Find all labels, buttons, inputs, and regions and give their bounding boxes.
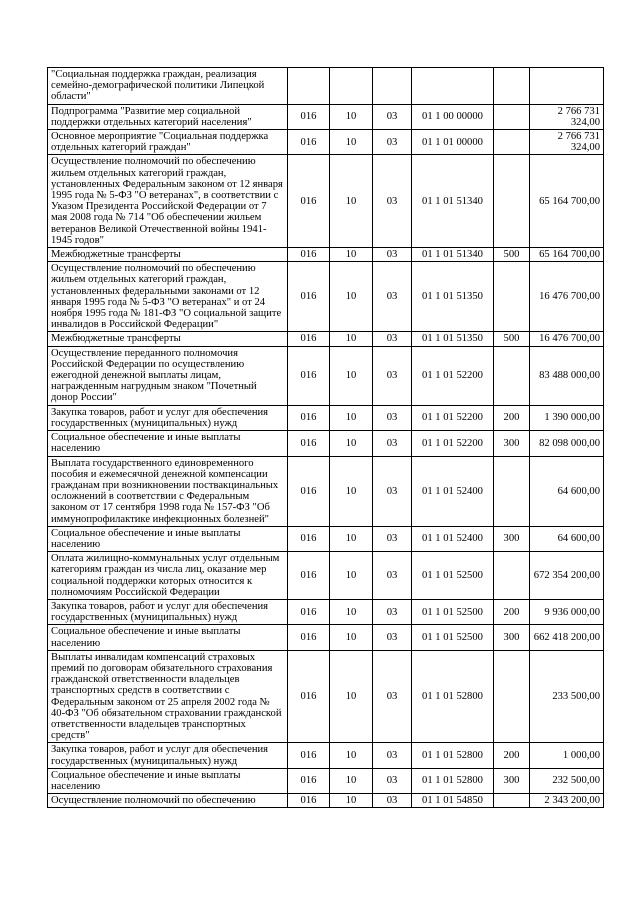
expense-type-cell: 300 bbox=[494, 768, 530, 793]
amount-cell: 65 164 700,00 bbox=[530, 155, 604, 248]
amount-cell: 232 500,00 bbox=[530, 768, 604, 793]
row-name-cell: Социальное обеспечение и иные выплаты населению bbox=[48, 526, 288, 551]
table-row bbox=[48, 552, 604, 600]
amount-cell: 16 476 700,00 bbox=[530, 332, 604, 346]
subsection-code-cell: 03 bbox=[373, 625, 412, 650]
ministry-code-cell: 016 bbox=[288, 625, 330, 650]
subsection-code-cell: 03 bbox=[373, 262, 412, 332]
section-code-cell: 10 bbox=[330, 431, 373, 456]
row-name-cell: Осуществление полномочий по обеспечению жильем отдельных категорий граждан, установленных Федеральным законом от 12 января 1995 года № 5-ФЗ "О ветеранах", в соответствии с Указом Президента Российской Федерации от 7 мая 2008 года № 714 "Об обеспечении жильем ветеранов Великой Отечественной войны 1941-1945 годов" bbox=[48, 155, 288, 248]
target-article-cell: 01 1 01 52400 bbox=[412, 456, 494, 526]
subsection-code-cell: 03 bbox=[373, 526, 412, 551]
expense-type-cell bbox=[494, 650, 530, 743]
subsection-code-cell: 03 bbox=[373, 346, 412, 405]
table-row bbox=[48, 431, 604, 456]
expense-type-cell: 300 bbox=[494, 431, 530, 456]
table-row bbox=[48, 650, 604, 743]
section-code-cell bbox=[330, 68, 373, 105]
subsection-code-cell: 03 bbox=[373, 405, 412, 430]
target-article-cell: 01 1 01 54850 bbox=[412, 794, 494, 808]
table-row bbox=[48, 346, 604, 405]
section-code-cell: 10 bbox=[330, 262, 373, 332]
amount-cell: 2 343 200,00 bbox=[530, 794, 604, 808]
row-name-cell: Оплата жилищно-коммунальных услуг отдельным категориям граждан из числа лиц, оказание мер социальной поддержки которых относится к полномочиям Российской Федерации bbox=[48, 552, 288, 600]
amount-cell: 1 390 000,00 bbox=[530, 405, 604, 430]
subsection-code-cell: 03 bbox=[373, 650, 412, 743]
expense-type-cell: 300 bbox=[494, 526, 530, 551]
table-row bbox=[48, 155, 604, 248]
ministry-code-cell: 016 bbox=[288, 155, 330, 248]
section-code-cell: 10 bbox=[330, 332, 373, 346]
ministry-code-cell: 016 bbox=[288, 552, 330, 600]
budget-table bbox=[47, 67, 604, 808]
subsection-code-cell: 03 bbox=[373, 248, 412, 262]
row-name-cell: Социальное обеспечение и иные выплаты населению bbox=[48, 625, 288, 650]
expense-type-cell bbox=[494, 262, 530, 332]
amount-cell: 662 418 200,00 bbox=[530, 625, 604, 650]
ministry-code-cell: 016 bbox=[288, 346, 330, 405]
target-article-cell: 01 1 01 52800 bbox=[412, 768, 494, 793]
expense-type-cell: 200 bbox=[494, 405, 530, 430]
budget-table-body bbox=[48, 68, 604, 808]
amount-cell: 672 354 200,00 bbox=[530, 552, 604, 600]
target-article-cell: 01 1 00 00000 bbox=[412, 104, 494, 129]
ministry-code-cell: 016 bbox=[288, 599, 330, 624]
amount-cell: 2 766 731 324,00 bbox=[530, 104, 604, 129]
row-name-cell: "Социальная поддержка граждан, реализация семейно-демографической политики Липецкой области" bbox=[48, 68, 288, 105]
row-name-cell: Выплата государственного единовременного пособия и ежемесячной денежной компенсации гражданам при возникновении поствакцинальных осложнений в соответствии с Федеральным законом от 17 сентября 1998 года № 157-ФЗ "Об иммунопрофилактике инфекционных болезней" bbox=[48, 456, 288, 526]
ministry-code-cell bbox=[288, 68, 330, 105]
ministry-code-cell: 016 bbox=[288, 431, 330, 456]
target-article-cell bbox=[412, 68, 494, 105]
table-row bbox=[48, 625, 604, 650]
table-row bbox=[48, 130, 604, 155]
amount-cell: 64 600,00 bbox=[530, 456, 604, 526]
row-name-cell: Закупка товаров, работ и услуг для обеспечения государственных (муниципальных) нужд bbox=[48, 405, 288, 430]
section-code-cell: 10 bbox=[330, 743, 373, 768]
section-code-cell: 10 bbox=[330, 625, 373, 650]
row-name-cell: Основное мероприятие "Социальная поддержка отдельных категорий граждан" bbox=[48, 130, 288, 155]
ministry-code-cell: 016 bbox=[288, 743, 330, 768]
expense-type-cell bbox=[494, 346, 530, 405]
row-name-cell: Закупка товаров, работ и услуг для обеспечения государственных (муниципальных) нужд bbox=[48, 743, 288, 768]
row-name-cell: Межбюджетные трансферты bbox=[48, 332, 288, 346]
expense-type-cell bbox=[494, 794, 530, 808]
section-code-cell: 10 bbox=[330, 768, 373, 793]
expense-type-cell: 200 bbox=[494, 599, 530, 624]
row-name-cell: Закупка товаров, работ и услуг для обеспечения государственных (муниципальных) нужд bbox=[48, 599, 288, 624]
ministry-code-cell: 016 bbox=[288, 650, 330, 743]
amount-cell: 82 098 000,00 bbox=[530, 431, 604, 456]
table-row bbox=[48, 68, 604, 105]
table-row bbox=[48, 526, 604, 551]
section-code-cell: 10 bbox=[330, 526, 373, 551]
ministry-code-cell: 016 bbox=[288, 405, 330, 430]
amount-cell: 83 488 000,00 bbox=[530, 346, 604, 405]
section-code-cell: 10 bbox=[330, 552, 373, 600]
row-name-cell: Осуществление переданного полномочия Российской Федерации по осуществлению ежегодной денежной выплаты лицам, награжденным нагрудным знаком "Почетный донор России" bbox=[48, 346, 288, 405]
table-row bbox=[48, 332, 604, 346]
section-code-cell: 10 bbox=[330, 456, 373, 526]
table-row bbox=[48, 599, 604, 624]
expense-type-cell bbox=[494, 130, 530, 155]
target-article-cell: 01 1 01 52500 bbox=[412, 625, 494, 650]
expense-type-cell bbox=[494, 68, 530, 105]
ministry-code-cell: 016 bbox=[288, 794, 330, 808]
section-code-cell: 10 bbox=[330, 405, 373, 430]
section-code-cell: 10 bbox=[330, 104, 373, 129]
section-code-cell: 10 bbox=[330, 248, 373, 262]
section-code-cell: 10 bbox=[330, 650, 373, 743]
ministry-code-cell: 016 bbox=[288, 104, 330, 129]
row-name-cell: Выплаты инвалидам компенсаций страховых премий по договорам обязательного страхования гражданской ответственности владельцев транспортных средств в соответствии с Федеральным законом от 25 апреля 2002 года № 40-ФЗ "Об обязательном страховании гражданской ответственности владельцев транспортных средств" bbox=[48, 650, 288, 743]
ministry-code-cell: 016 bbox=[288, 768, 330, 793]
amount-cell bbox=[530, 68, 604, 105]
subsection-code-cell: 03 bbox=[373, 431, 412, 456]
target-article-cell: 01 1 01 00000 bbox=[412, 130, 494, 155]
section-code-cell: 10 bbox=[330, 155, 373, 248]
amount-cell: 233 500,00 bbox=[530, 650, 604, 743]
ministry-code-cell: 016 bbox=[288, 248, 330, 262]
subsection-code-cell: 03 bbox=[373, 552, 412, 600]
row-name-cell: Осуществление полномочий по обеспечению жильем отдельных категорий граждан, установленных федеральными законами от 12 января 1995 года № 5-ФЗ "О ветеранах" и от 24 ноября 1995 года № 181-ФЗ "О социальной защите инвалидов в Российской Федерации" bbox=[48, 262, 288, 332]
section-code-cell: 10 bbox=[330, 599, 373, 624]
expense-type-cell bbox=[494, 104, 530, 129]
subsection-code-cell: 03 bbox=[373, 104, 412, 129]
table-row bbox=[48, 456, 604, 526]
row-name-cell: Осуществление полномочий по обеспечению bbox=[48, 794, 288, 808]
subsection-code-cell: 03 bbox=[373, 794, 412, 808]
section-code-cell: 10 bbox=[330, 346, 373, 405]
target-article-cell: 01 1 01 52500 bbox=[412, 599, 494, 624]
row-name-cell: Подпрограмма "Развитие мер социальной поддержки отдельных категорий населения" bbox=[48, 104, 288, 129]
subsection-code-cell: 03 bbox=[373, 743, 412, 768]
row-name-cell: Социальное обеспечение и иные выплаты населению bbox=[48, 431, 288, 456]
expense-type-cell bbox=[494, 456, 530, 526]
subsection-code-cell: 03 bbox=[373, 332, 412, 346]
expense-type-cell: 500 bbox=[494, 332, 530, 346]
expense-type-cell bbox=[494, 155, 530, 248]
target-article-cell: 01 1 01 52200 bbox=[412, 346, 494, 405]
amount-cell: 65 164 700,00 bbox=[530, 248, 604, 262]
table-row bbox=[48, 104, 604, 129]
ministry-code-cell: 016 bbox=[288, 332, 330, 346]
table-row bbox=[48, 248, 604, 262]
table-row bbox=[48, 768, 604, 793]
subsection-code-cell bbox=[373, 68, 412, 105]
table-row bbox=[48, 262, 604, 332]
section-code-cell: 10 bbox=[330, 794, 373, 808]
amount-cell: 2 766 731 324,00 bbox=[530, 130, 604, 155]
subsection-code-cell: 03 bbox=[373, 130, 412, 155]
target-article-cell: 01 1 01 52800 bbox=[412, 743, 494, 768]
row-name-cell: Социальное обеспечение и иные выплаты населению bbox=[48, 768, 288, 793]
subsection-code-cell: 03 bbox=[373, 456, 412, 526]
amount-cell: 9 936 000,00 bbox=[530, 599, 604, 624]
target-article-cell: 01 1 01 52200 bbox=[412, 431, 494, 456]
ministry-code-cell: 016 bbox=[288, 130, 330, 155]
expense-type-cell: 300 bbox=[494, 625, 530, 650]
amount-cell: 1 000,00 bbox=[530, 743, 604, 768]
expense-type-cell: 500 bbox=[494, 248, 530, 262]
target-article-cell: 01 1 01 52500 bbox=[412, 552, 494, 600]
target-article-cell: 01 1 01 51340 bbox=[412, 155, 494, 248]
table-row bbox=[48, 794, 604, 808]
expense-type-cell: 200 bbox=[494, 743, 530, 768]
subsection-code-cell: 03 bbox=[373, 768, 412, 793]
target-article-cell: 01 1 01 52800 bbox=[412, 650, 494, 743]
amount-cell: 64 600,00 bbox=[530, 526, 604, 551]
ministry-code-cell: 016 bbox=[288, 526, 330, 551]
ministry-code-cell: 016 bbox=[288, 262, 330, 332]
row-name-cell: Межбюджетные трансферты bbox=[48, 248, 288, 262]
target-article-cell: 01 1 01 52400 bbox=[412, 526, 494, 551]
subsection-code-cell: 03 bbox=[373, 155, 412, 248]
expense-type-cell bbox=[494, 552, 530, 600]
ministry-code-cell: 016 bbox=[288, 456, 330, 526]
table-row bbox=[48, 743, 604, 768]
subsection-code-cell: 03 bbox=[373, 599, 412, 624]
target-article-cell: 01 1 01 51340 bbox=[412, 248, 494, 262]
section-code-cell: 10 bbox=[330, 130, 373, 155]
target-article-cell: 01 1 01 51350 bbox=[412, 332, 494, 346]
target-article-cell: 01 1 01 51350 bbox=[412, 262, 494, 332]
amount-cell: 16 476 700,00 bbox=[530, 262, 604, 332]
table-row bbox=[48, 405, 604, 430]
target-article-cell: 01 1 01 52200 bbox=[412, 405, 494, 430]
